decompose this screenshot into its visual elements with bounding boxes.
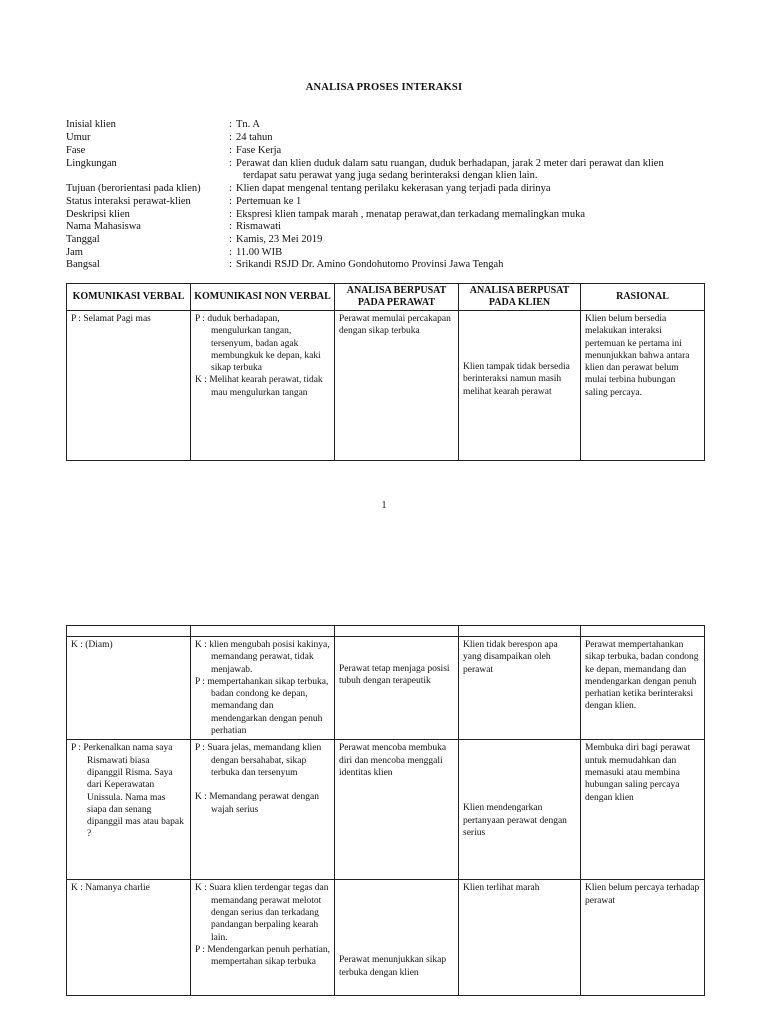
rasional-cell: Perawat mempertahankan sikap terbuka, badan condong ke depan, memandang dan mendengarkan dengan penuh perhatian ketika berinteraksi dengan klien. bbox=[581, 637, 705, 740]
info-value-text: Klien dapat mengenal tentang perilaku kekerasan yang terjadi pada dirinya bbox=[236, 183, 551, 194]
info-value bbox=[236, 183, 766, 195]
info-label: Lingkungan bbox=[66, 158, 117, 169]
info-value bbox=[236, 145, 766, 157]
header-perawat: ANALISA BERPUSAT PADA PERAWAT bbox=[335, 284, 459, 311]
blank-header-cell bbox=[581, 626, 705, 637]
info-label: Bangsal bbox=[66, 259, 100, 270]
info-value-text: Srikandi RSJD Dr. Amino Gondohutomo Provinsi Jawa Tengah bbox=[236, 259, 504, 270]
header-klien: ANALISA BERPUSAT PADA KLIEN bbox=[459, 284, 581, 311]
info-value-continuation: terdapat satu perawat yang juga sedang berinteraksi dengan klien lain. bbox=[243, 170, 538, 181]
info-value bbox=[236, 221, 766, 233]
perawat-analysis-cell: Perawat memulai percakapan dengan sikap terbuka bbox=[335, 311, 459, 461]
perawat-analysis-text: Perawat tetap menjaga posisi tubuh dengan terapeutik bbox=[339, 664, 450, 687]
info-value-text: Ekspresi klien tampak marah , menatap perawat,dan terkadang memalingkan muka bbox=[236, 209, 585, 220]
rasional-cell: Klien belum percaya terhadap perawat bbox=[581, 880, 705, 996]
info-value-text: Kamis, 23 Mei 2019 bbox=[236, 234, 323, 245]
header-nonverbal: KOMUNIKASI NON VERBAL bbox=[191, 284, 335, 311]
blank-header-cell bbox=[191, 626, 335, 637]
info-colon: : bbox=[229, 259, 232, 270]
verbal-cell: K : Namanya charlie bbox=[67, 880, 191, 996]
info-colon: : bbox=[229, 234, 232, 245]
blank-header-cell bbox=[335, 626, 459, 637]
info-colon: : bbox=[229, 145, 232, 156]
info-label: Inisial klien bbox=[66, 119, 116, 130]
verbal-text: P : Perkenalkan nama saya Rismawati biasa dipanggil Risma. Saya dari Keperawatan Unissula. Nama mas siapa dan senang dipanggil mas atau bapak ? bbox=[71, 743, 184, 840]
perawat-analysis-text: Perawat menunjukkan sikap terbuka dengan klien bbox=[339, 955, 447, 978]
nonverbal-line: K : Memandang perawat dengan wajah serius bbox=[195, 792, 319, 815]
nonverbal-line: P : duduk berhadapan, mengulurkan tangan, tersenyum, badan agak membungkuk ke depan, kaki sikap terbuka bbox=[195, 314, 321, 374]
klien-analysis-cell: Klien tidak berespon apa yang disampaikan oleh perawat bbox=[459, 637, 581, 740]
nonverbal-line: K : klien mengubah posisi kakinya, memandang perawat, tidak menjawab. bbox=[195, 640, 330, 675]
info-value-text: Perawat dan klien duduk dalam satu ruangan, duduk berhadapan, jarak 2 meter dari perawat dan klien bbox=[236, 158, 664, 169]
klien-analysis-text: Klien tampak tidak bersedia berinteraksi namun masih melihat kearah perawat bbox=[463, 362, 570, 397]
info-label: Jam bbox=[66, 247, 83, 258]
info-value-text: 11.00 WIB bbox=[236, 247, 283, 258]
info-colon: : bbox=[229, 221, 232, 232]
nonverbal-line: K : Melihat kearah perawat, tidak mau mengulurkan tangan bbox=[195, 375, 323, 398]
info-value bbox=[236, 259, 766, 271]
perawat-analysis-cell: Perawat mencoba membuka diri dan mencoba menggali identitas klien bbox=[335, 740, 459, 880]
info-colon: : bbox=[229, 132, 232, 143]
info-colon: : bbox=[229, 209, 232, 220]
document-title: ANALISA PROSES INTERAKSI bbox=[305, 82, 463, 93]
info-label: Deskripsi klien bbox=[66, 209, 130, 220]
nonverbal-cell bbox=[191, 311, 335, 461]
header-rasional: RASIONAL bbox=[581, 284, 705, 311]
rasional-cell: Membuka diri bagi perawat untuk memudahkan dan memasuki atau membina hubungan saling percaya dengan klien bbox=[581, 740, 705, 880]
verbal-cell bbox=[67, 740, 191, 880]
klien-analysis-cell bbox=[459, 740, 581, 880]
info-value bbox=[236, 119, 766, 131]
info-label: Tujuan (berorientasi pada klien) bbox=[66, 183, 201, 194]
table-row bbox=[67, 880, 705, 996]
info-label: Nama Mahasiswa bbox=[66, 221, 141, 232]
perawat-analysis-cell bbox=[335, 880, 459, 996]
info-value bbox=[236, 209, 766, 221]
nonverbal-line: K : Suara klien terdengar tegas dan memandang perawat melotot dengan serius dan terkadang pandangan berpaling kearah lain. bbox=[195, 883, 329, 943]
info-value-text: Pertemuan ke 1 bbox=[236, 196, 302, 207]
verbal-cell: K : (Diam) bbox=[67, 637, 191, 740]
table-row bbox=[67, 637, 705, 740]
rasional-cell: Klien belum bersedia melakukan interaksi pertemuan ke pertama ini menunjukkan bahwa antara klien dan perawat belum mulai terbina hubungan saling percaya. bbox=[581, 311, 705, 461]
blank-header-cell bbox=[459, 626, 581, 637]
klien-analysis-cell bbox=[459, 311, 581, 461]
interaction-table-page2 bbox=[66, 625, 705, 996]
nonverbal-line: P : mempertahankan sikap terbuka, badan condong ke depan, memandang dan mendengarkan dengan penuh perhatian bbox=[195, 676, 329, 737]
info-colon: : bbox=[229, 196, 232, 207]
nonverbal-line: P : Suara jelas, memandang klien dengan bersahabat, sikap terbuka dan tersenyum bbox=[195, 743, 322, 778]
page-number: 1 bbox=[381, 500, 387, 511]
info-colon: : bbox=[229, 247, 232, 258]
info-value bbox=[236, 196, 766, 208]
klien-analysis-text: Klien mendengarkan pertanyaan perawat dengan serius bbox=[463, 803, 567, 838]
info-value bbox=[236, 247, 766, 259]
interaction-table-page1 bbox=[66, 283, 705, 461]
info-label: Umur bbox=[66, 132, 91, 143]
table-row bbox=[67, 740, 705, 880]
info-colon: : bbox=[229, 119, 232, 130]
info-label: Fase bbox=[66, 145, 86, 156]
klien-analysis-cell: Klien terlihat marah bbox=[459, 880, 581, 996]
nonverbal-line: P : Mendengarkan penuh perhatian, mempertahan sikap terbuka bbox=[195, 944, 330, 968]
info-value-text: Tn. A bbox=[236, 119, 260, 130]
info-value bbox=[236, 234, 766, 246]
verbal-cell: P : Selamat Pagi mas bbox=[67, 311, 191, 461]
blank-header-cell bbox=[67, 626, 191, 637]
info-value bbox=[236, 158, 766, 182]
info-label: Tanggal bbox=[66, 234, 100, 245]
table-row bbox=[67, 311, 705, 461]
info-colon: : bbox=[229, 158, 232, 169]
perawat-analysis-cell bbox=[335, 637, 459, 740]
nonverbal-cell bbox=[191, 740, 335, 880]
info-value bbox=[236, 132, 766, 144]
nonverbal-cell bbox=[191, 637, 335, 740]
nonverbal-cell bbox=[191, 880, 335, 996]
info-value-text: 24 tahun bbox=[236, 132, 273, 143]
info-value-text: Fase Kerja bbox=[236, 145, 282, 156]
header-verbal: KOMUNIKASI VERBAL bbox=[67, 284, 191, 311]
info-colon: : bbox=[229, 183, 232, 194]
info-value-text: Rismawati bbox=[236, 221, 281, 232]
info-label: Status interaksi perawat-klien bbox=[66, 196, 191, 207]
